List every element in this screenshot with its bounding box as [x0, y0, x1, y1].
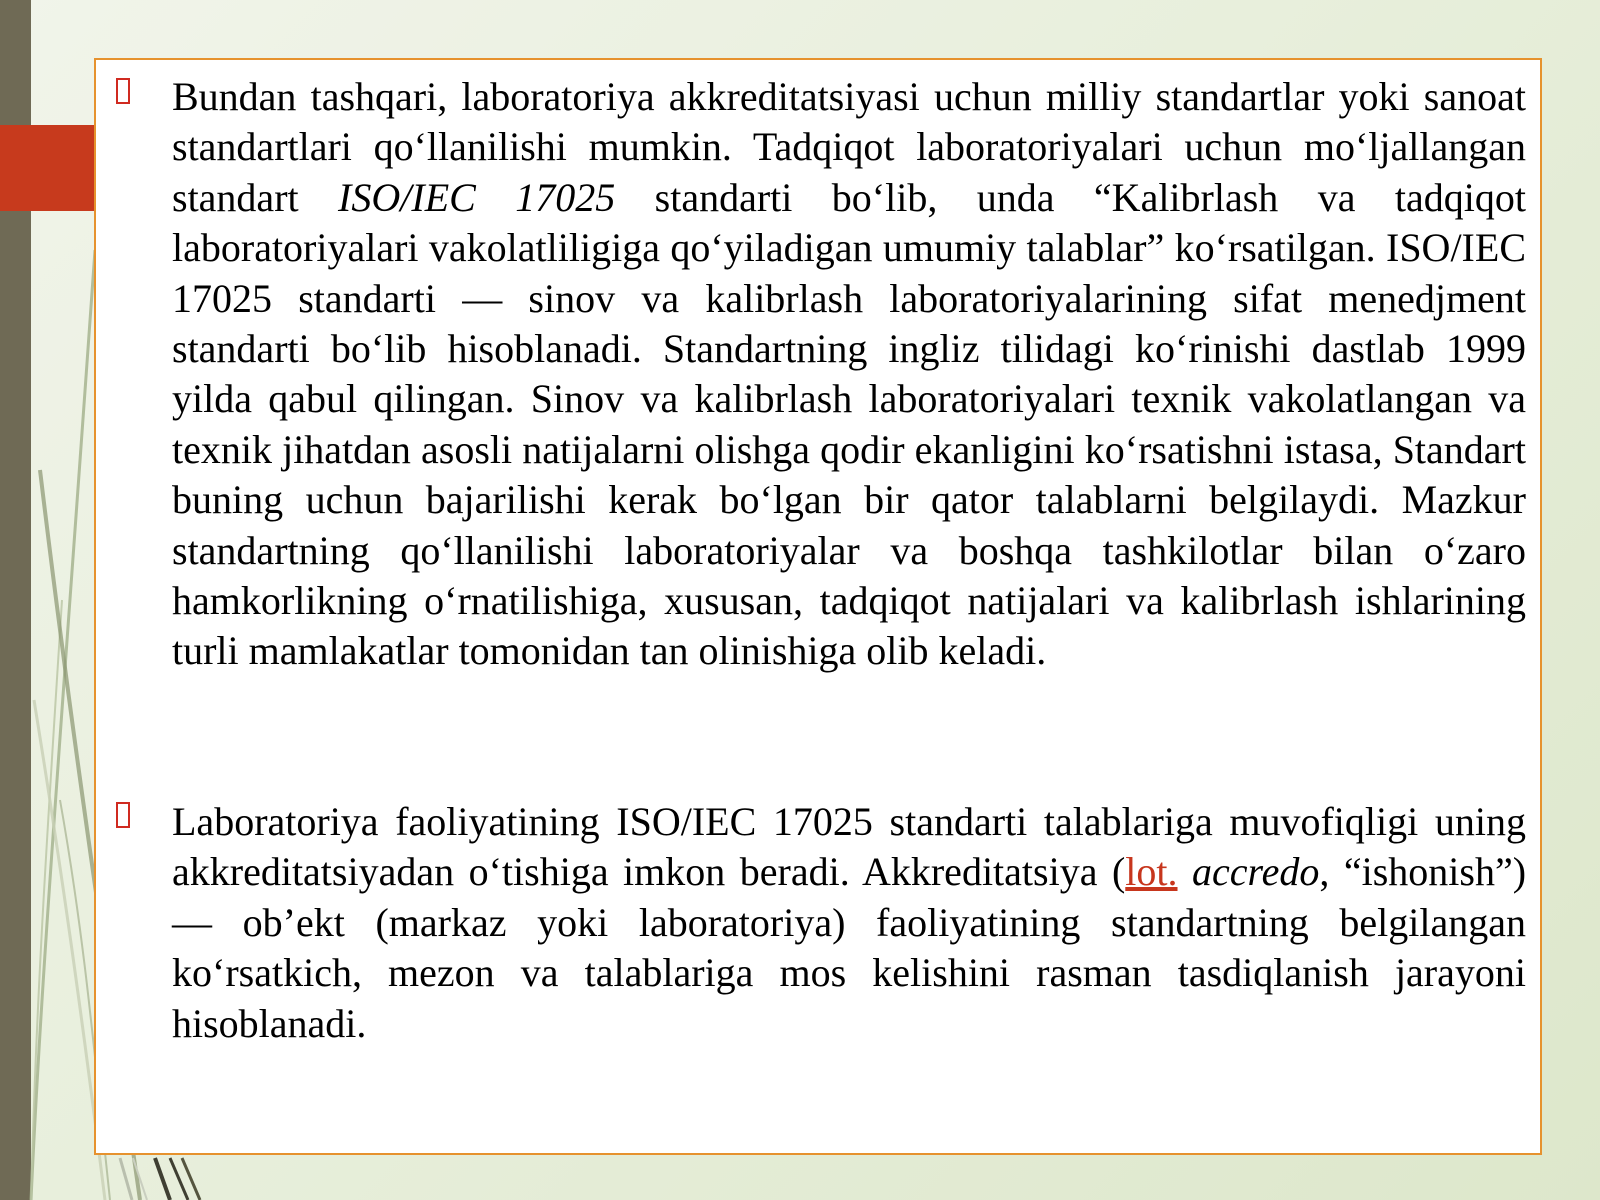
paragraph1-text-a: Bundan tashqari, laboratoriya akkreditatsiyasi uchun milliy standartlar yoki sanoat standartlari qo‘llanilishi mumkin. Tadqiqot laboratoriyalari uchun mo‘ljallangan standart — [172, 74, 1526, 220]
lot-link[interactable]: lot. — [1125, 849, 1178, 895]
paragraph1-italic-standard: ISO/IEC 17025 — [338, 174, 616, 220]
square-bullet-icon — [114, 76, 136, 106]
paragraph2-text-a: Laboratoriya faoliyatining ISO/IEC 17025 standarti talablariga muvofiqligi uning akkreditatsiyadan o‘tishiga imkon beradi. Akkreditatsiya ( — [172, 799, 1526, 895]
paragraph1-text-b: standarti bo‘lib, unda “Kalibrlash va tadqiqot laboratoriyalari vakolatliligiga qo‘yiladigan umumiy talablar” ko‘rsatilgan. ISO/IEC 17025 standarti — sinov va kalibrlash laboratoriyalarining sifat menedjment standarti bo‘lib hisoblanadi. Standartning ingliz tilidagi ko‘rinishi dastlab 1999 yilda qabul qilingan. Sinov va kalibrlash laboratoriyalari texnik vakolatlangan va texnik jihatdan asosli natijalarni olishga qodir ekanligini ko‘rsatishni istasa, Standart buning uchun bajarilishi kerak bo‘lgan bir qator talablarni belgilaydi. Mazkur standartning qo‘llanilishi laboratoriyalar va boshqa tashkilotlar bilan o‘zaro hamkorlikning o‘rnatilishiga, xususan, tadqiqot natijalari va kalibrlash ishlarining turli mamlakatlar tomonidan tan olinishiga olib keladi. — [172, 174, 1526, 674]
text-content-box — [94, 58, 1542, 1155]
paragraph2-space — [1178, 849, 1192, 894]
paragraph-iso-17025 — [172, 72, 1526, 677]
paragraph2-italic-accredo: accredo — [1192, 849, 1320, 895]
paragraph2-text-c: , “ishonish”) — ob’ekt (markaz yoki laboratoriya) faoliyatining standartning belgilangan ko‘rsatkich, mezon va talablariga mos kelishini rasman tasdiqlanish jarayoni hisoblanadi. — [172, 849, 1527, 1046]
square-bullet-icon — [114, 800, 136, 830]
paragraph-accreditation — [172, 797, 1526, 1049]
red-accent-tab — [0, 125, 95, 211]
